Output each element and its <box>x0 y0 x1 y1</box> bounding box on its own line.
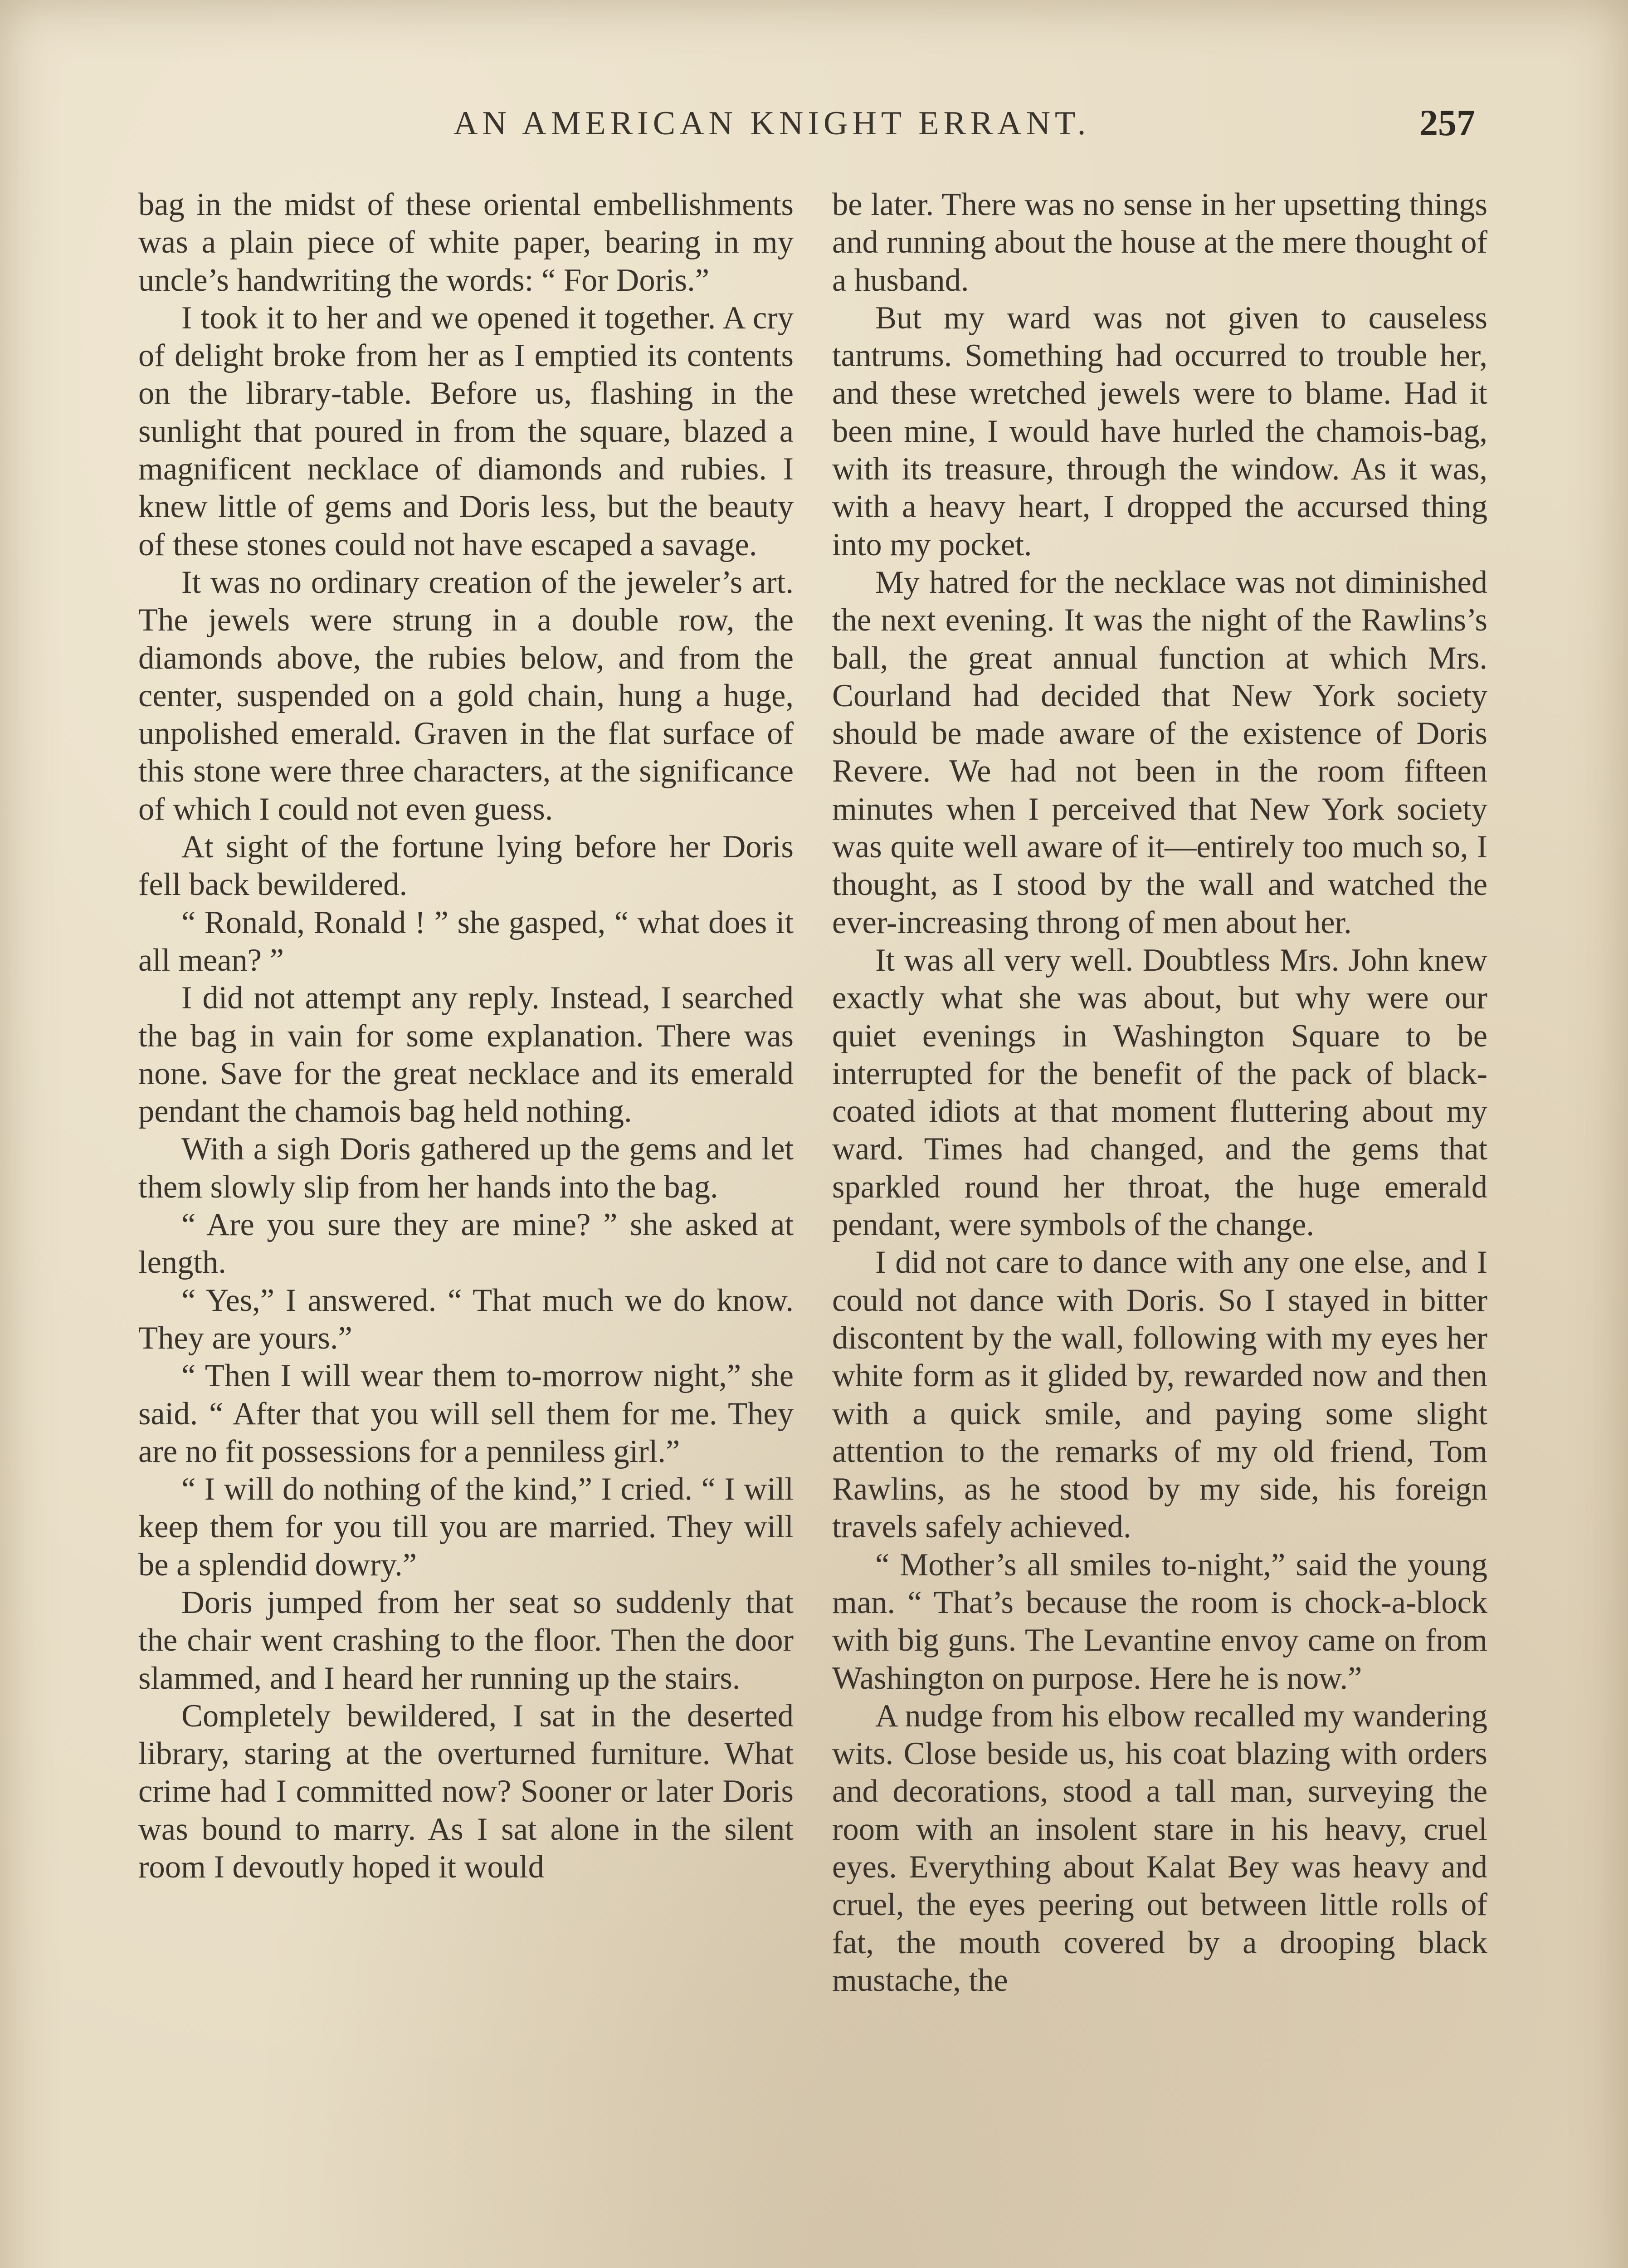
paragraph: “ Ronald, Ronald ! ” she gasped, “ what does it all mean? ” <box>138 904 794 978</box>
paragraph: I took it to her and we opened it together. A cry of delight broke from her as I emptied its contents on the library-table. Before us, flashing in the sunlight that poured in from the square, blazed a magnificent necklace of diamonds and rubies. I knew little of gems and Doris less, but the beauty of these stones could not have escaped a savage. <box>138 300 794 562</box>
paragraph: “ I will do nothing of the kind,” I cried. “ I will keep them for you till you are married. They will be a splendid dowry.” <box>138 1471 794 1583</box>
running-title: AN AMERICAN KNIGHT ERRANT. <box>453 105 1091 142</box>
paragraph: I did not attempt any reply. Instead, I searched the bag in vain for some explanation. There was none. Save for the great necklace and its emerald pendant the chamois bag held nothing. <box>138 980 794 1129</box>
paragraph: Completely bewildered, I sat in the deserted library, staring at the overturned furniture. What crime had I committed now? Sooner or later Doris was bound to marry. As I sat alone in the silent room I devoutly hoped it would <box>138 1698 794 1885</box>
page-header <box>0 104 1628 168</box>
left-column <box>138 186 794 2268</box>
paragraph: “ Then I will wear them to-morrow night,” she said. “ After that you will sell them for me. They are no fit possessions for a penniless girl.” <box>138 1358 794 1469</box>
paragraph: A nudge from his elbow recalled my wandering wits. Close beside us, his coat blazing with orders and decorations, stood a tall man, surveying the room with an insolent stare in his heavy, cruel eyes. Everything about Kalat Bey was heavy and cruel, the eyes peering out between little rolls of fat, the mouth covered by a drooping black mustache, the <box>832 1698 1487 1998</box>
paragraph: With a sigh Doris gathered up the gems and let them slowly slip from her hands into the bag. <box>138 1131 794 1205</box>
paragraph: “ Yes,” I answered. “ That much we do know. They are yours.” <box>138 1282 794 1356</box>
paragraph: It was all very well. Doubtless Mrs. John knew exactly what she was about, but why were our quiet evenings in Washington Square to be interrupted for the benefit of the pack of black-coated idiots at that moment fluttering about my ward. Times had changed, and the gems that sparkled round her throat, the huge emerald pendant, were symbols of the change. <box>832 942 1487 1243</box>
paragraph: It was no ordinary creation of the jeweler’s art. The jewels were strung in a double row, the diamonds above, the rubies below, and from the center, suspended on a gold chain, hung a huge, unpolished emerald. Graven in the flat surface of this stone were three characters, at the significance of which I could not even guess. <box>138 564 794 827</box>
paragraph: I did not care to dance with any one else, and I could not dance with Doris. So I stayed in bitter discontent by the wall, following with my eyes her white form as it glided by, rewarded now and then with a quick smile, and paying some slight attention to the remarks of my old friend, Tom Rawlins, as he stood by my side, his foreign travels safely achieved. <box>832 1245 1487 1545</box>
paragraph: My hatred for the necklace was not diminished the next evening. It was the night of the Rawlins’s ball, the great annual function at which Mrs. Courland had decided that New York society should be made aware of the existence of Doris Revere. We had not been in the room fifteen minutes when I perceived that New York society was quite well aware of it—entirely too much so, I thought, as I stood by the wall and watched the ever-increasing throng of men about her. <box>832 564 1487 940</box>
right-column <box>832 186 1487 2268</box>
paragraph: be later. There was no sense in her upsetting things and running about the house at the mere thought of a husband. <box>832 187 1487 298</box>
page-number: 257 <box>1419 102 1475 143</box>
paragraph: But my ward was not given to causeless tantrums. Something had occurred to trouble her, and these wretched jewels were to blame. Had it been mine, I would have hurled the chamois-bag, with its treasure, through the window. As it was, with a heavy heart, I dropped the accursed thing into my pocket. <box>832 300 1487 562</box>
paragraph: “ Are you sure they are mine? ” she asked at length. <box>138 1207 794 1281</box>
paragraph: “ Mother’s all smiles to-night,” said the young man. “ That’s because the room is chock-a-block with big guns. The Levantine envoy came on from Washington on purpose. Here he is now.” <box>832 1547 1487 1696</box>
paragraph: At sight of the fortune lying before her Doris fell back bewildered. <box>138 829 794 903</box>
paragraph: bag in the midst of these oriental embellishments was a plain piece of white paper, bearing in my uncle’s handwriting the words: “ For Doris.” <box>138 187 794 298</box>
paragraph: Doris jumped from her seat so suddenly that the chair went crashing to the floor. Then the door slammed, and I heard her running up the stairs. <box>138 1584 794 1696</box>
